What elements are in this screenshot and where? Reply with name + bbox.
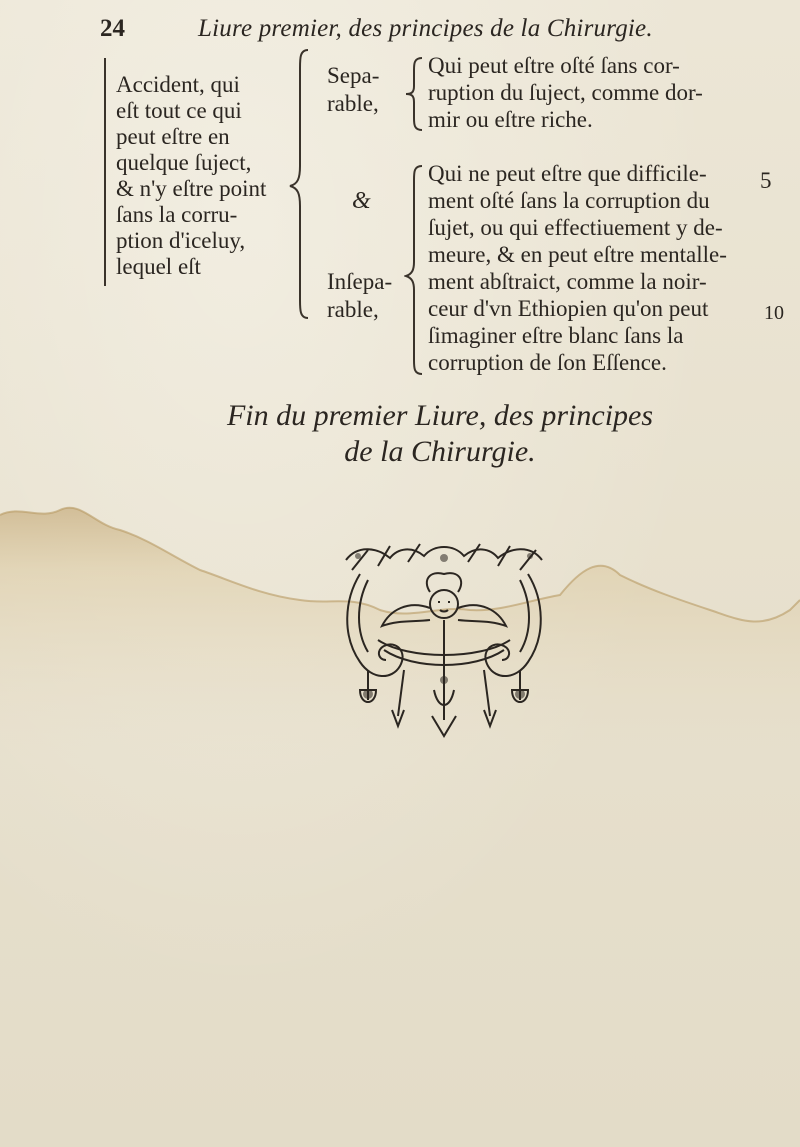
closing-line: de la Chirurgie. — [344, 435, 536, 468]
description-line: ment oſté ſans la corruption du — [428, 188, 710, 213]
description-line: ſujet, ou qui effectiuement y de- — [428, 215, 723, 240]
definition-line: eſt tout ce qui — [116, 98, 242, 123]
woodcut-ornament — [338, 540, 550, 742]
separable-brace — [404, 56, 426, 132]
description-line: ſimaginer eſtre blanc ſans la — [428, 323, 684, 348]
inseparable-description — [428, 160, 727, 376]
description-line: mir ou eſtre riche. — [428, 107, 593, 132]
inseparable-line: Inſepa- — [327, 269, 393, 294]
description-line: corruption de ſon Eſſence. — [428, 350, 667, 375]
inseparable-brace — [404, 164, 426, 376]
page-number: 24 — [100, 15, 125, 42]
margin-line-number: 10 — [764, 302, 784, 324]
inseparable-line: rable, — [327, 297, 379, 322]
definition-line: quelque ſuject, — [116, 150, 252, 175]
conjunction: & — [352, 188, 371, 214]
separable-label — [327, 62, 379, 118]
description-line: Qui ne peut eſtre que difficile- — [428, 161, 707, 186]
inseparable-label — [327, 268, 392, 324]
middle-brace — [288, 48, 312, 320]
margin-line-number: 5 — [760, 168, 772, 193]
closing-text — [150, 398, 730, 470]
page-header — [100, 12, 780, 46]
definition-line: Accident, qui — [116, 72, 240, 97]
definition-line: peut eſtre en — [116, 124, 230, 149]
closing-line: Fin du premier Liure, des principes — [226, 399, 654, 432]
accident-definition — [116, 72, 266, 280]
separable-line: Sepa- — [327, 63, 380, 88]
definition-line: ption d'iceluy, — [116, 228, 246, 253]
separable-line: rable, — [327, 91, 379, 116]
description-line: ment abſtraict, comme la noir- — [428, 269, 707, 294]
separable-description — [428, 52, 703, 133]
description-line: Qui peut eſtre oſté ſans cor- — [428, 53, 680, 78]
left-bracket — [104, 58, 112, 286]
description-line: ceur d'vn Ethiopien qu'on peut — [428, 296, 709, 321]
definition-line: lequel eſt — [116, 254, 201, 279]
description-line: meure, & en peut eſtre mentalle- — [428, 242, 727, 267]
running-title: Liure premier, des principes de la Chirurgie. — [198, 15, 653, 42]
definition-line: ſans la corru- — [116, 202, 238, 227]
description-line: ruption du ſuject, comme dor- — [428, 80, 703, 105]
definition-line: & n'y eſtre point — [116, 176, 267, 201]
